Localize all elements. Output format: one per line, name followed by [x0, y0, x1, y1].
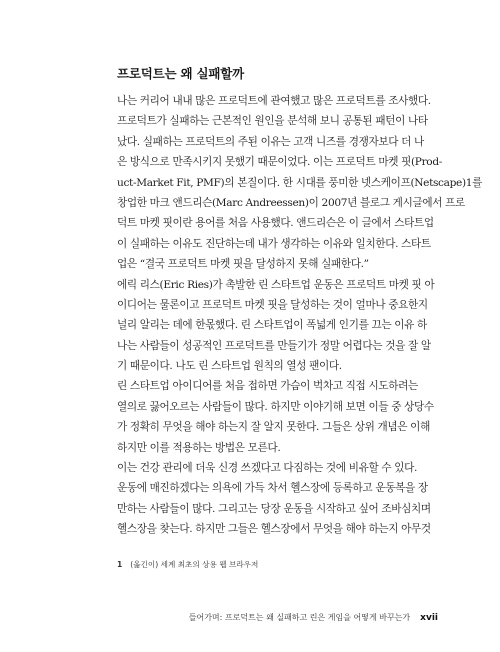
text-line: 린 스타트업 아이디어를 처음 접하면 가슴이 벅차고 직접 시도하려는	[117, 380, 418, 393]
text-line: 이 실패하는 이유도 진단하는데 내가 생각하는 이유와 일치한다. 스타트	[117, 237, 431, 250]
page-footer	[189, 612, 438, 623]
running-title: 들어가며: 프로덕트는 왜 실패하고 린은 게임을 어떻게 바꾸는가	[188, 613, 411, 622]
text-line: 은 방식으로 만족시키지 못했기 때문이었다. 이는 프로덕트 마켓 핏(Prod-	[117, 156, 442, 169]
text-line: 열의로 끓어오르는 사람들이 많다. 하지만 이야기해 보면 이들 중 상당수	[117, 400, 434, 413]
text-line: uct-Market Fit, PMF)의 본질이다. 한 시대를 풍미한 넷스케이프(Netscape)1를	[117, 176, 483, 189]
text-line: 가 정확히 무엇을 해야 하는지 잘 알지 못한다. 그들은 상위 개념은 이해	[117, 421, 430, 434]
section-heading: 프로덕트는 왜 실패할까	[117, 66, 245, 81]
text-line: 운동에 매진하겠다는 의욕에 가득 차서 헬스장에 등록하고 운동복을 장	[117, 482, 428, 495]
footnote-text: (옮긴이) 세계 최초의 상용 웹 브라우저	[130, 560, 259, 569]
text-line: 덕트 마켓 핏이란 용어를 처음 사용했다. 앤드리슨은 이 글에서 스타트업	[117, 217, 434, 230]
text-line: 이는 건강 관리에 더욱 신경 쓰겠다고 다짐하는 것에 비유할 수 있다.	[117, 462, 418, 475]
text-line: 나는 커리어 내내 많은 프로덕트에 관여했고 많은 프로덕트를 조사했다.	[117, 95, 431, 107]
text-line: 만하는 사람들이 많다. 그리고는 당장 운동을 시작하고 싶어 조바심치며	[117, 502, 431, 515]
text-line: 헬스장을 찾는다. 하지만 그들은 헬스장에서 무엇을 해야 하는지 아무것	[117, 523, 431, 536]
footnote-number: 1	[117, 560, 123, 569]
text-line: 에릭 리스(Eric Ries)가 촉발한 린 스타트업 운동은 프로덕트 마켓 핏 아	[117, 278, 435, 291]
text-line: 나는 사람들이 성공적인 프로덕트를 만들기가 정말 어렵다는 것을 잘 알	[117, 339, 431, 352]
text-line: 업은 “결국 프로덕트 마켓 핏을 달성하지 못해 실패한다.”	[117, 258, 369, 271]
text-line: 하지만 이를 적용하는 방법은 모른다.	[117, 441, 281, 454]
footnote	[117, 559, 258, 570]
text-line: 기 때문이다. 나도 린 스타트업 원칙의 열성 팬이다.	[117, 360, 342, 373]
text-line: 이디어는 물론이고 프로덕트 마켓 핏을 달성하는 것이 얼마나 중요한지	[117, 298, 428, 311]
text-line: 널리 알리는 데에 한몫했다. 린 스타트업이 폭넓게 인기를 끄는 이유 하	[117, 319, 427, 332]
text-line: 창업한 마크 앤드리슨(Marc Andreessen)이 2007년 블로그 게시글에서 프로	[117, 196, 465, 209]
text-line: 났다. 실패하는 프로덕트의 주된 이유는 고객 니즈를 경쟁자보다 더 나	[117, 135, 424, 148]
body-text	[117, 91, 483, 540]
page-number: xvii	[420, 613, 438, 623]
text-line: 프로덕트가 실패하는 근본적인 원인을 분석해 보니 공통된 패턴이 나타	[117, 115, 428, 128]
